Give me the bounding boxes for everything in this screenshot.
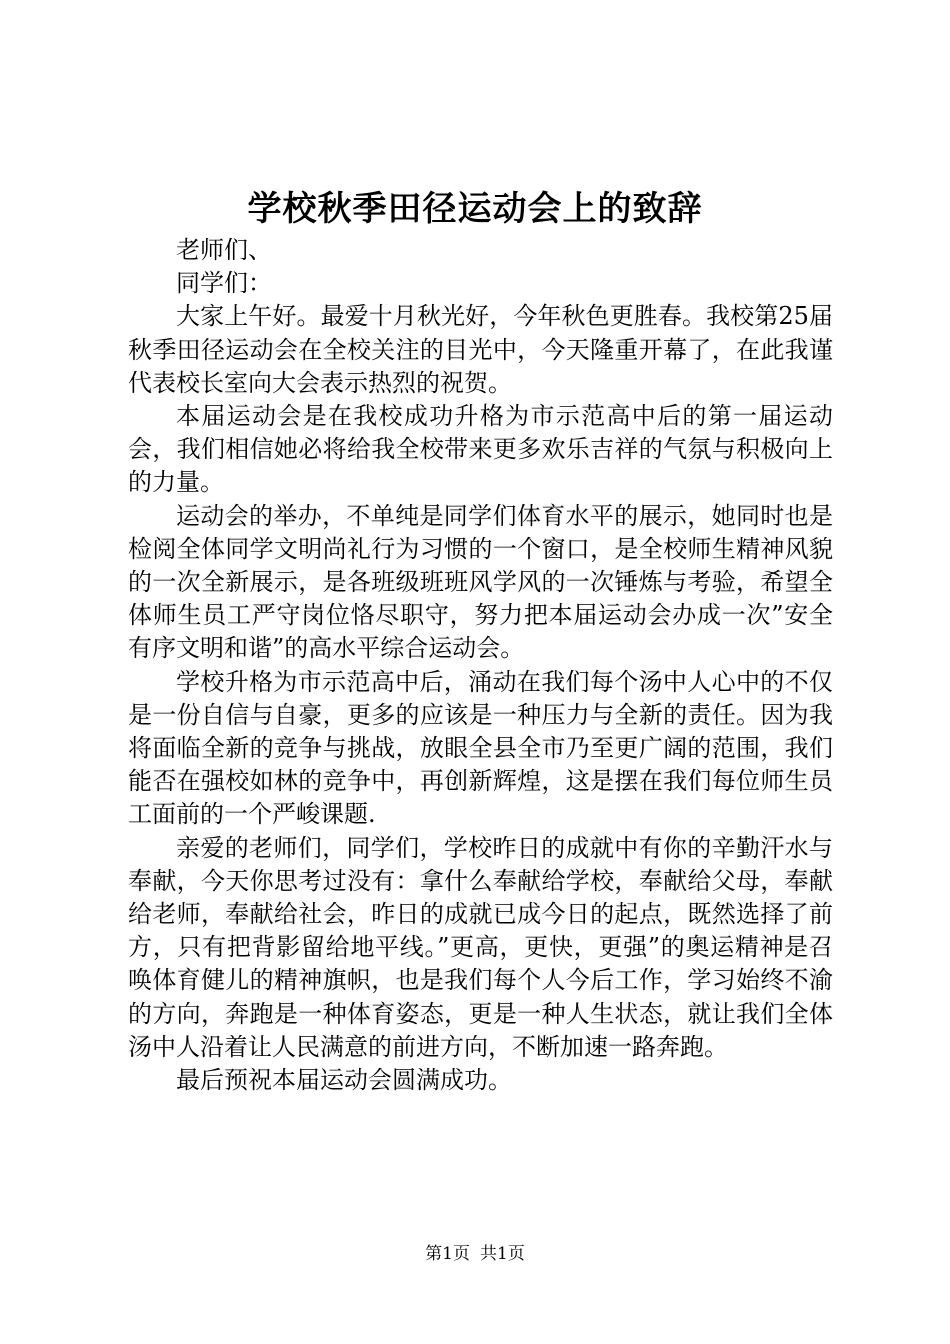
paragraph-first-meet: 本届运动会是在我校成功升格为市示范高中后的第一届运动会，我们相信她必将给我全校带来更多欢乐吉祥的气氛与积极向上的力量。 bbox=[128, 402, 833, 497]
document-title: 学校秋季田径运动会上的致辞 bbox=[247, 189, 703, 229]
paragraph-purpose: 运动会的举办，不单纯是同学们体育水平的展示，她同时也是检阅全体同学文明尚礼行为习惯的一个窗口，是全校师生精神风貌的一次全新展示，是各班级班班风学风的一次锤炼与考验，希望全体师生员工严守岗位恪尽职守，努力把本届运动会办成一次”安全有序文明和谐”的高水平综合运动会。 bbox=[128, 501, 833, 663]
page-total: 共1页 bbox=[480, 1244, 525, 1264]
salutation-teachers: 老师们、 bbox=[176, 236, 272, 264]
paragraph-dedication: 亲爱的老师们，同学们，学校昨日的成就中有你的辛勤汗水与奉献，今天你思考过没有：拿什么奉献给学校，奉献给父母，奉献给老师，奉献给社会，昨日的成就已成今日的起点，既然选择了前方，只有把背影留给地平线。”更高，更快，更强”的奥运精神是召唤体育健儿的精神旗帜，也是我们每个人今后工作，学习始终不渝的方向，奔跑是一种体育姿态，更是一种人生状态，就让我们全体汤中人沿着让人民满意的前进方向，不断加速一路奔跑。 bbox=[128, 833, 833, 1061]
paragraph-closing: 最后预祝本届运动会圆满成功。 bbox=[176, 1066, 512, 1095]
page-number: 第1页 bbox=[425, 1244, 470, 1264]
paragraph-responsibility: 学校升格为市示范高中后，涌动在我们每个汤中人心中的不仅是一份自信与自豪，更多的应该是一种压力与全新的责任。因为我将面临全新的竞争与挑战，放眼全县全市乃至更广阔的范围，我们能否在强校如林的竞争中，再创新辉煌，这是摆在我们每位师生员工面前的一个严峻课题. bbox=[128, 667, 833, 829]
salutation-students: 同学们： bbox=[176, 269, 272, 298]
paragraph-greeting: 大家上午好。最爱十月秋光好，今年秋色更胜春。我校第25届秋季田径运动会在全校关注的目光中，今天隆重开幕了，在此我谨代表校长室向大会表示热烈的祝贺。 bbox=[128, 302, 833, 397]
page-footer bbox=[0, 1242, 950, 1266]
document-body bbox=[128, 234, 833, 1097]
